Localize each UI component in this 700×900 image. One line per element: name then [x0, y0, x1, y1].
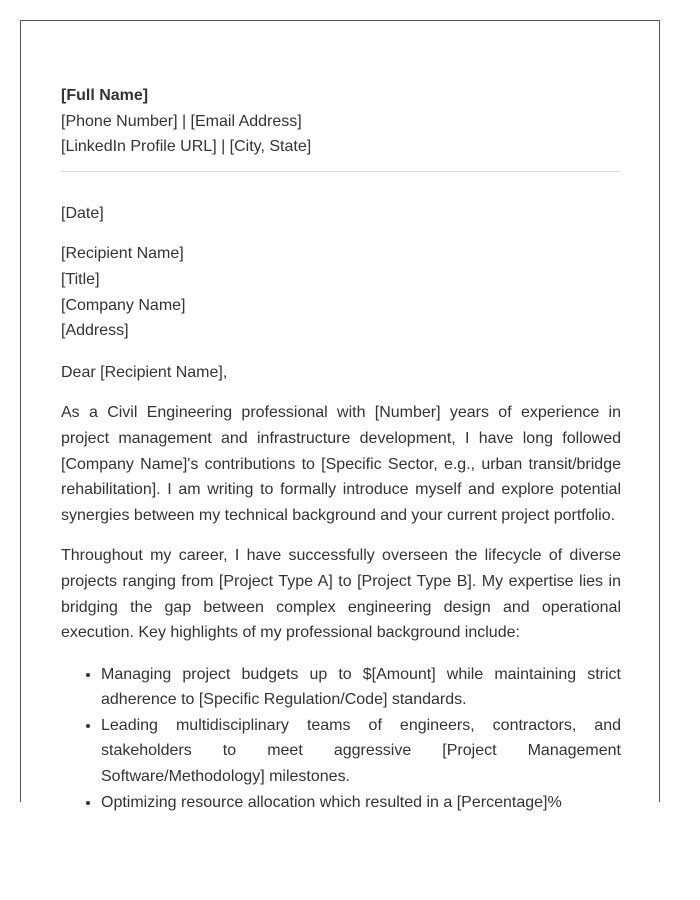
header-divider [61, 171, 621, 172]
body-paragraph: Throughout my career, I have successfully overseen the lifecycle of diverse projects ranging from [Project Type A] to [Project Type B]. My expertise lies in bridging the gap between complex engineering design and operational execution. Key highlights of my professional background include: [61, 547, 621, 642]
highlight-item: • Leading multidisciplinary teams of engineers, contractors, and stakeholders to meet aggressive [Project Management Software/Methodology] milestones. [101, 713, 621, 790]
highlights-list [61, 662, 621, 816]
sender-full-name: [Full Name] [61, 87, 149, 104]
letter-page [20, 20, 660, 811]
letter-content [61, 83, 621, 815]
body-paragraph: As a Civil Engineering professional with [Number] years of experience in project management and infrastructure development, I have long followed [Company Name]'s contributions to [Specific Sector, e.g., urban transit/bridge rehabilitation]. I am writing to formally introduce myself and explore potential synergies between my technical background and your current project portfolio. [61, 404, 621, 524]
sender-contact-phone-email: [Phone Number] | [Email Address] [61, 112, 302, 130]
highlight-item: • Optimizing resource allocation which resulted in a [Percentage]% [101, 790, 621, 816]
recipient-block [61, 241, 621, 343]
recipient-title: [Title] [61, 270, 100, 288]
recipient-address: [Address] [61, 322, 129, 340]
sender-contact-linkedin-location: [LinkedIn Profile URL] | [City, State] [61, 138, 312, 156]
letter-date: [Date] [61, 204, 104, 222]
recipient-name: [Recipient Name] [61, 245, 184, 263]
highlight-item: • Managing project budgets up to $[Amount] while maintaining strict adherence to [Specific Regulation/Code] standards. [101, 662, 621, 713]
recipient-company: [Company Name] [61, 296, 186, 314]
salutation: Dear [Recipient Name], [61, 363, 228, 381]
